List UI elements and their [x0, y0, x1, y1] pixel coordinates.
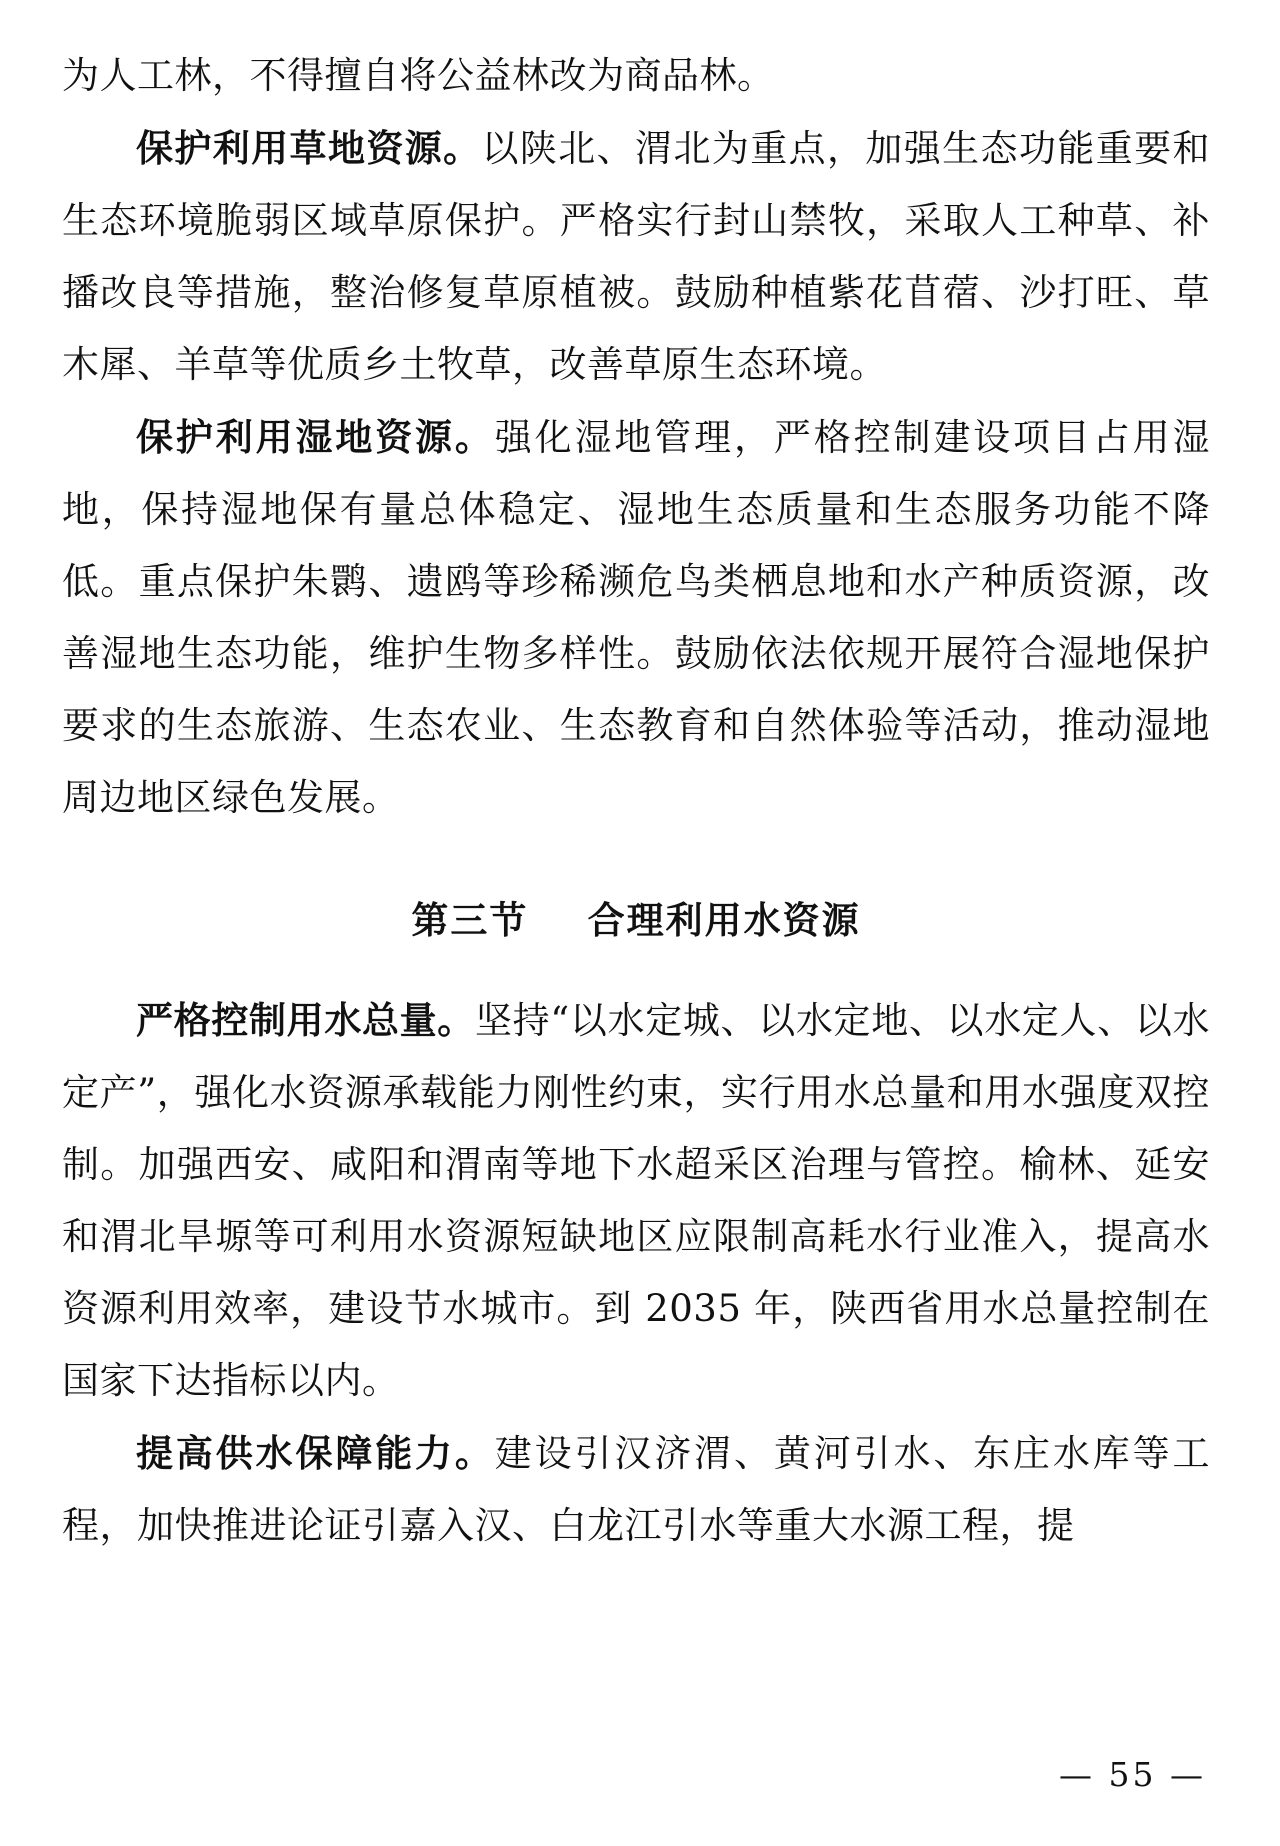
paragraph-text: 强化湿地管理，严格控制建设项目占用湿地，保持湿地保有量总体稳定、湿地生态质量和生态服务功能不降低。重点保护朱鹮、遗鸥等珍稀濒危鸟类栖息地和水产种质资源，改善湿地生态功能，维护生物多样性。鼓励依法依规开展符合湿地保护要求的生态旅游、生态农业、生态教育和自然体验等活动，推动湿地周边地区绿色发展。: [62, 416, 1211, 819]
paragraph-lead: 严格控制用水总量。: [136, 998, 475, 1042]
paragraph-continued: [62, 40, 1210, 112]
paragraph-text: 建设引汉济渭、黄河引水、东庄水库等工程，加快推进论证引嘉入汉、白龙江引水等重大水源工程，提: [62, 1432, 1211, 1547]
paragraph-water-total: [62, 984, 1210, 1417]
paragraph-text: 坚持“以水定城、以水定地、以水定人、以水定产”，强化水资源承载能力刚性约束，实行用水总量和用水强度双控制。加强西安、咸阳和渭南等地下水超采区治理与管控。榆林、延安和渭北旱塬等可利用水资源短缺地区应限制高耗水行业准入，提高水资源利用效率，建设节水城市。到 2035 年，陕西省用水总量控制在国家下达指标以内。: [62, 999, 1211, 1402]
paragraph-lead: 保护利用湿地资源。: [136, 415, 495, 459]
section-number: 第三节: [411, 899, 529, 942]
section-heading: [62, 890, 1210, 944]
paragraph-water-supply: [62, 1417, 1210, 1562]
paragraph-wetland: [62, 401, 1210, 834]
paragraph-text: 以陕北、渭北为重点，加强生态功能重要和生态环境脆弱区域草原保护。严格实行封山禁牧，采取人工种草、补播改良等措施，整治修复草原植被。鼓励种植紫花苜蓿、沙打旺、草木犀、羊草等优质乡土牧草，改善草原生态环境。: [62, 127, 1210, 386]
paragraph-grassland: [62, 112, 1210, 401]
section-title: 合理利用水资源: [587, 899, 861, 942]
paragraph-lead: 提高供水保障能力。: [136, 1431, 495, 1475]
paragraph-lead: 保护利用草地资源。: [136, 126, 482, 170]
paragraph-text: 为人工林，不得擅自将公益林改为商品林。: [62, 54, 775, 97]
page-number: — 55 —: [1059, 1755, 1206, 1794]
